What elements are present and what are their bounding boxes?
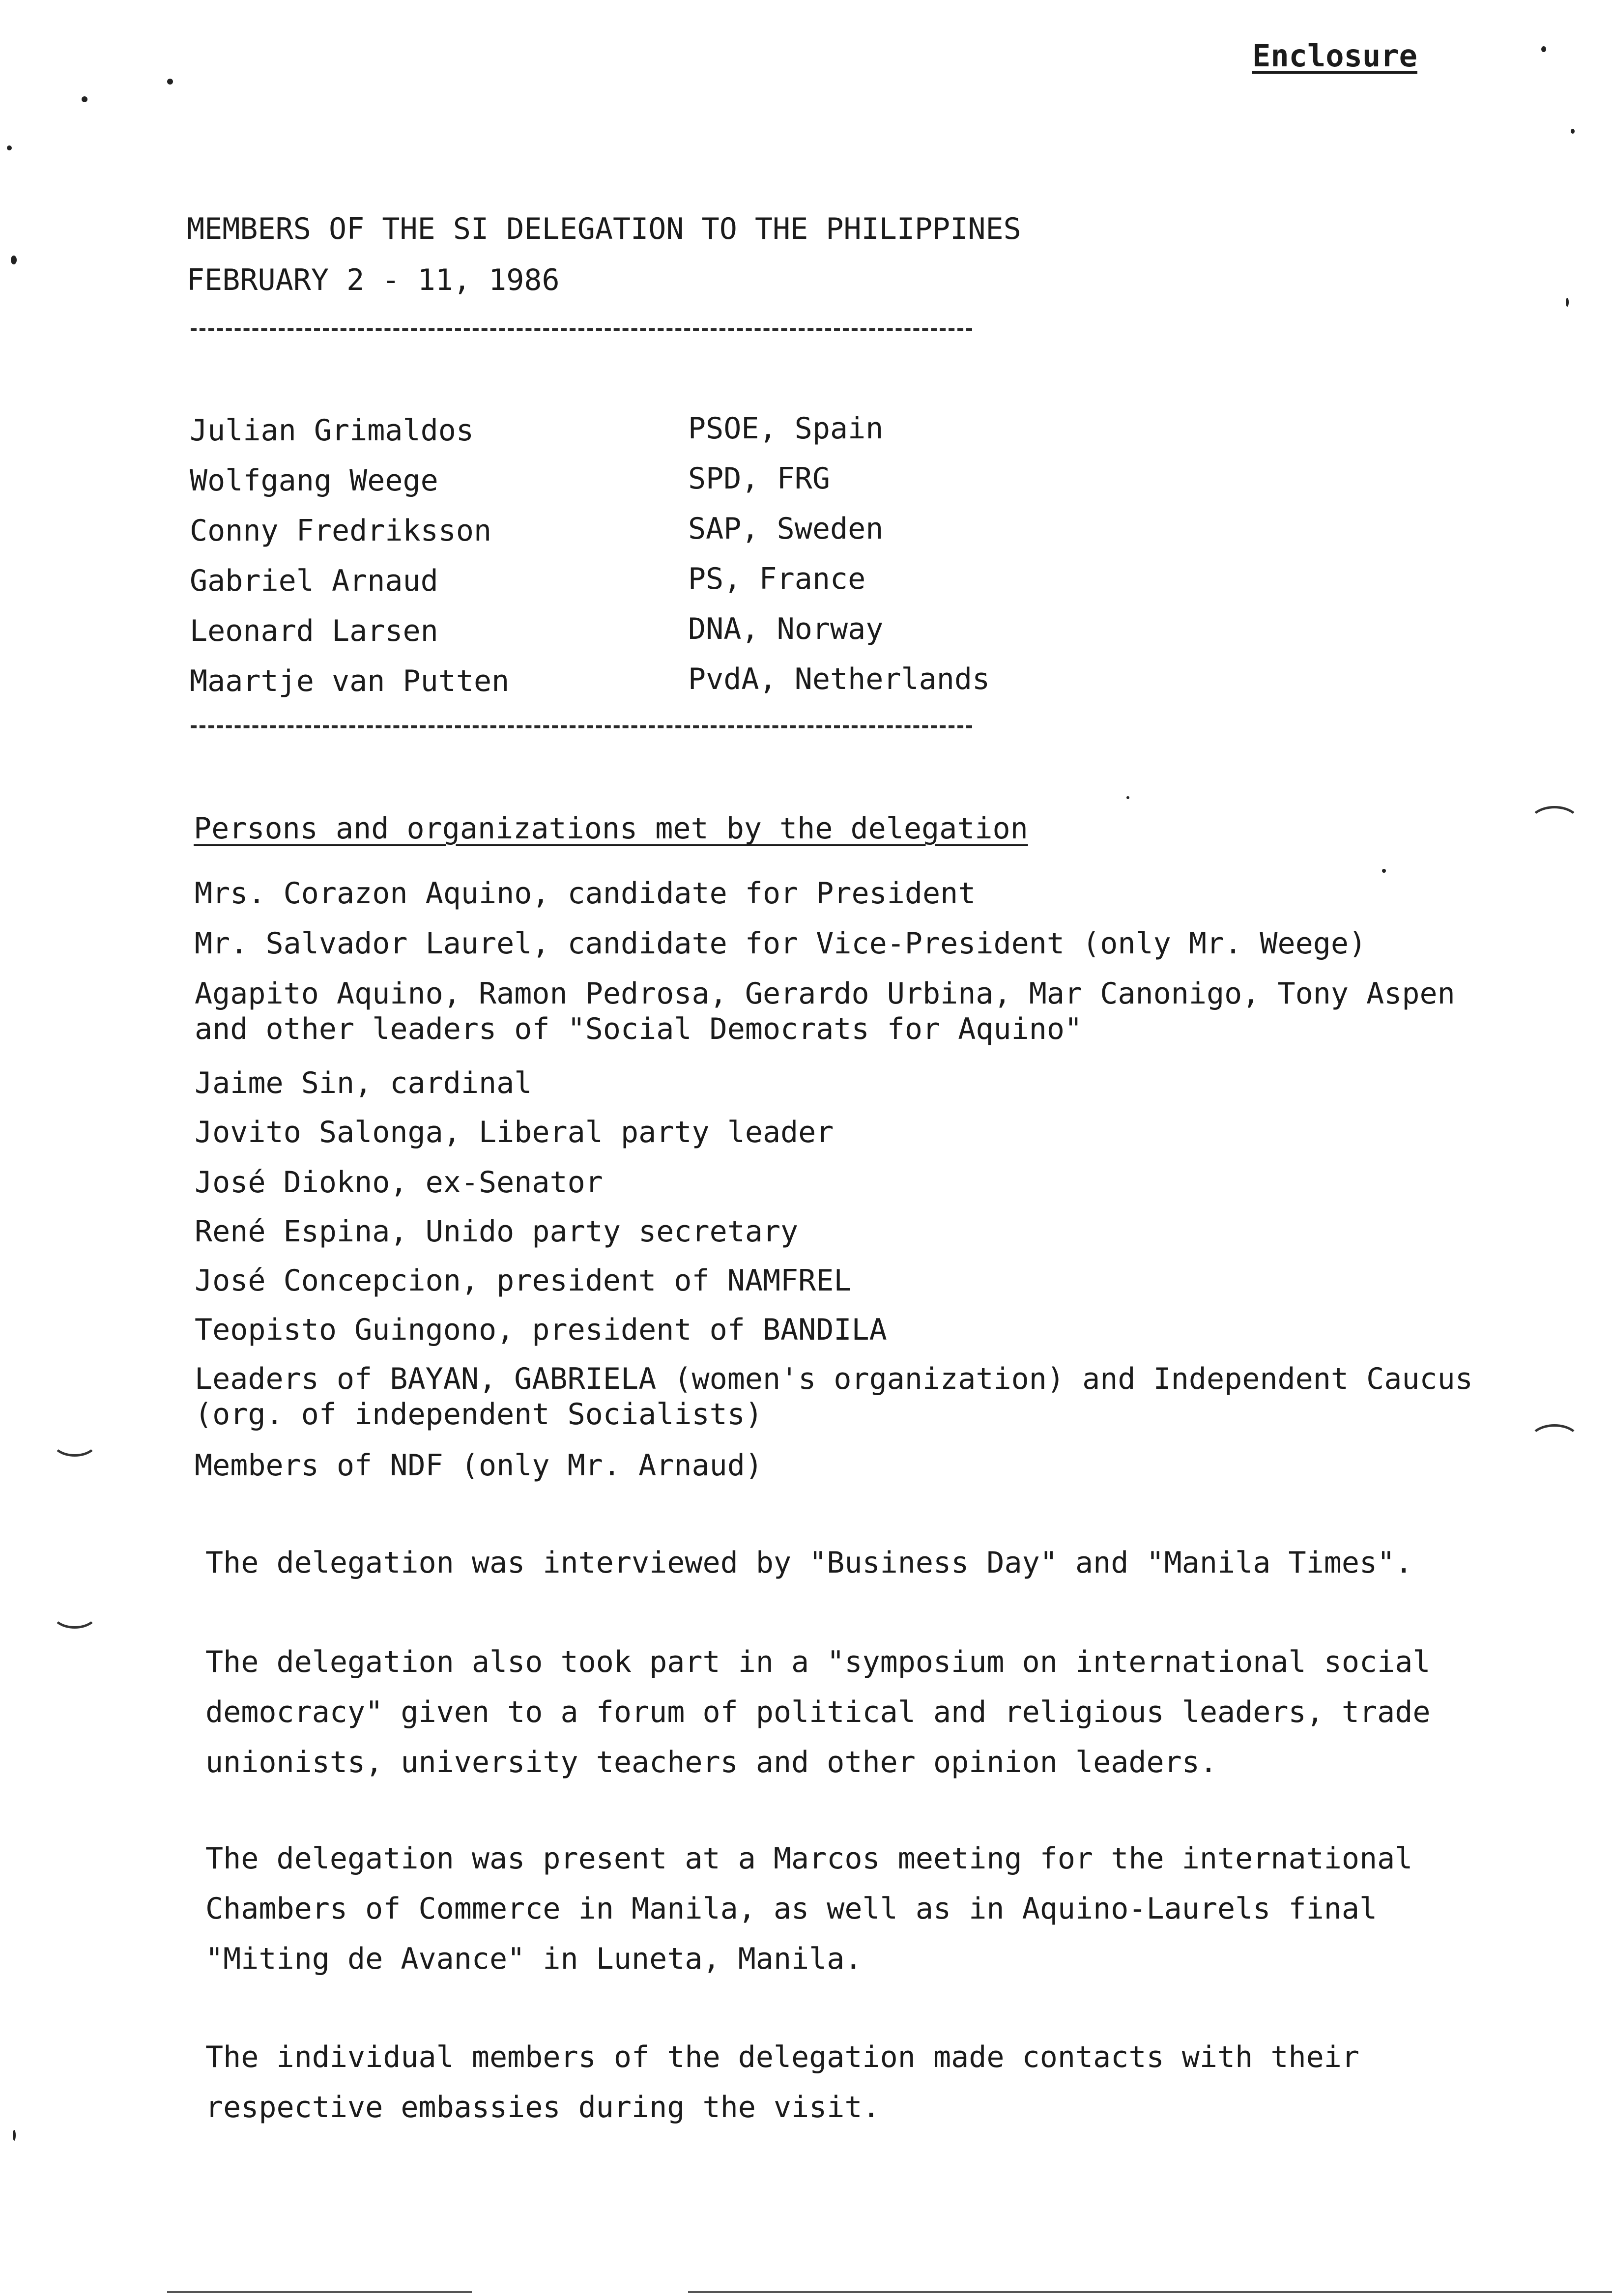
paragraph-line: respective embassies during the visit. (205, 2090, 880, 2124)
member-party: PS, France (688, 562, 866, 596)
scan-arc-mark (51, 1425, 98, 1457)
met-entry: José Concepcion, president of NAMFREL (195, 1263, 852, 1298)
enclosure-label: Enclosure (1252, 38, 1417, 74)
paragraph-line: "Miting de Avance" in Luneta, Manila. (205, 1942, 863, 1976)
scan-speck (13, 2130, 16, 2141)
met-entry: Agapito Aquino, Ramon Pedrosa, Gerardo Urbina, Mar Canonigo, Tony Aspen (195, 976, 1455, 1011)
scan-speck (11, 256, 17, 264)
paragraph-line: The delegation was interviewed by "Business Day" and "Manila Times". (205, 1546, 1413, 1580)
scan-speck (1566, 298, 1569, 307)
section-heading: Persons and organizations met by the delegation (194, 811, 1028, 846)
met-entry: Mr. Salvador Laurel, candidate for Vice-President (only Mr. Weege) (195, 926, 1367, 961)
scan-arc-mark (1528, 1424, 1581, 1459)
paragraph-line: The delegation was present at a Marcos meeting for the international (205, 1841, 1413, 1876)
paragraph-line: The individual members of the delegation made contacts with their (205, 2040, 1359, 2074)
scan-speck (1541, 46, 1546, 52)
met-entry: Jovito Salonga, Liberal party leader (195, 1115, 834, 1149)
met-entry: René Espina, Unido party secretary (195, 1214, 799, 1249)
document-dates: FEBRUARY 2 - 11, 1986 (187, 263, 560, 297)
scan-edge-line (688, 2291, 1612, 2293)
met-entry: Jaime Sin, cardinal (195, 1066, 532, 1100)
member-name: Wolfgang Weege (190, 463, 438, 498)
dashed-divider-bottom (191, 725, 972, 728)
dashed-divider-top (191, 328, 972, 331)
met-entry: José Diokno, ex-Senator (195, 1165, 603, 1200)
scan-arc-mark (51, 1597, 98, 1629)
member-party: DNA, Norway (688, 612, 884, 646)
scan-speck (1571, 129, 1575, 134)
paragraph-line: unionists, university teachers and other opinion leaders. (205, 1745, 1218, 1779)
member-party: SAP, Sweden (688, 512, 884, 546)
scan-speck (82, 96, 87, 102)
met-entry: (org. of independent Socialists) (195, 1397, 763, 1432)
member-party: PvdA, Netherlands (688, 662, 990, 696)
met-entry: Members of NDF (only Mr. Arnaud) (195, 1448, 763, 1483)
member-party: SPD, FRG (688, 461, 830, 496)
scan-arc-mark (1528, 806, 1581, 840)
member-name: Maartje van Putten (190, 664, 510, 698)
member-name: Julian Grimaldos (190, 413, 474, 448)
scan-speck (167, 79, 173, 85)
member-party: PSOE, Spain (688, 411, 884, 446)
member-name: Conny Fredriksson (190, 514, 492, 548)
member-name: Leonard Larsen (190, 614, 438, 648)
document-title: MEMBERS OF THE SI DELEGATION TO THE PHILIPPINES (187, 212, 1021, 246)
paragraph-line: democracy" given to a forum of political and religious leaders, trade (205, 1695, 1431, 1729)
scan-speck (1382, 869, 1386, 873)
met-entry: Leaders of BAYAN, GABRIELA (women's organization) and Independent Caucus (195, 1362, 1473, 1396)
scan-speck (7, 145, 12, 150)
paragraph-line: The delegation also took part in a "symposium on international social (205, 1645, 1431, 1679)
met-entry: Teopisto Guingono, president of BANDILA (195, 1313, 887, 1347)
met-entry: Mrs. Corazon Aquino, candidate for President (195, 876, 976, 911)
scan-edge-line (167, 2291, 472, 2293)
met-entry: and other leaders of "Social Democrats for Aquino" (195, 1012, 1083, 1046)
paragraph-line: Chambers of Commerce in Manila, as well as in Aquino-Laurels final (205, 1892, 1378, 1926)
scan-speck (1126, 796, 1129, 799)
member-name: Gabriel Arnaud (190, 564, 438, 598)
